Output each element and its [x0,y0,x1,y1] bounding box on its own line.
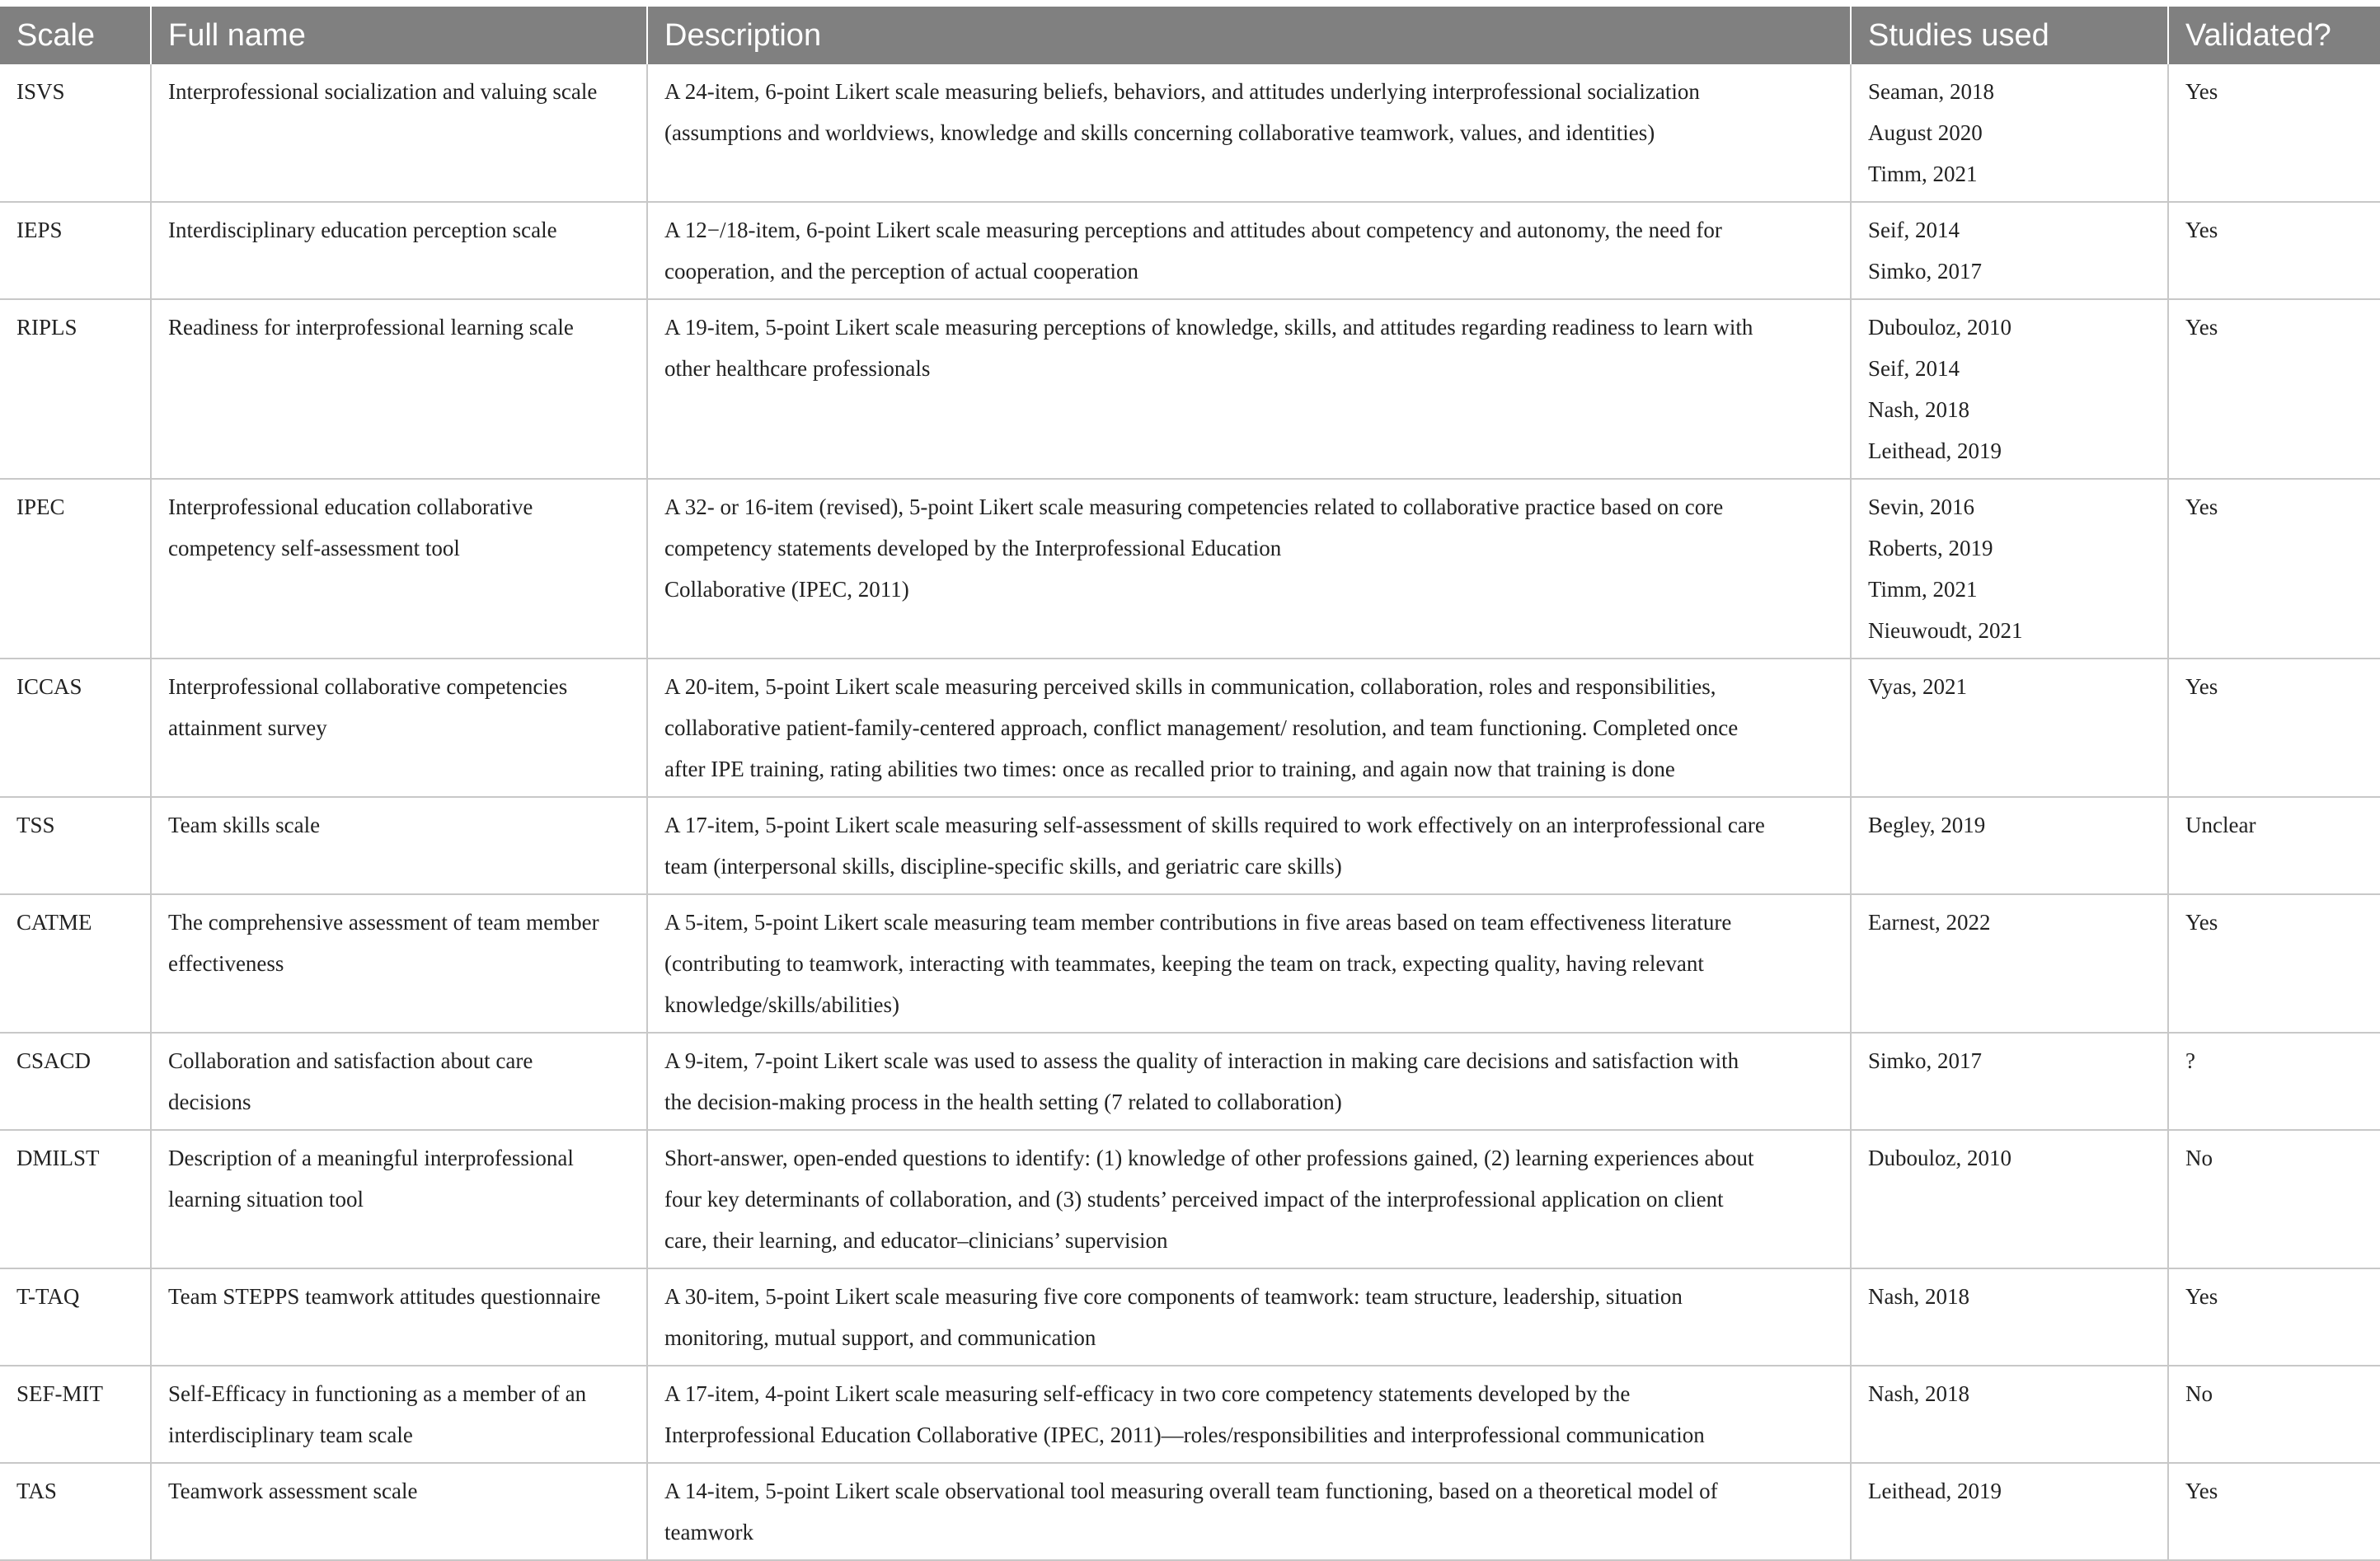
studies-cell [1851,1130,2168,1268]
full-name-cell [151,894,647,1033]
study-citation: Dubouloz, 2010 [1868,1146,2011,1170]
scale-cell [0,479,151,659]
validated-value: Yes [2185,218,2218,242]
description-cell [647,64,1851,202]
full-name-line: effectiveness [168,951,284,976]
description-line: team (interpersonal skills, discipline-specific skills, and geriatric care skills) [664,854,1342,879]
description-cell [647,1366,1851,1463]
description-cell [647,1463,1851,1560]
studies-cell [1851,659,2168,797]
full-name-line: interdisciplinary team scale [168,1423,413,1447]
description-line: teamwork [664,1520,753,1545]
validated-cell [2168,1033,2380,1130]
study-citation: Earnest, 2022 [1868,910,1991,935]
scale-cell [0,1033,151,1130]
full-name-cell [151,64,647,202]
description-line: A 14-item, 5-point Likert scale observational tool measuring overall team functioning, based on a theoretical model of [664,1479,1718,1503]
table-row [0,659,2380,797]
description-line: cooperation, and the perception of actual cooperation [664,259,1139,284]
studies-cell [1851,1366,2168,1463]
table-row [0,894,2380,1033]
table-row [0,1033,2380,1130]
scale-cell [0,894,151,1033]
validated-cell [2168,659,2380,797]
full-name-cell [151,202,647,299]
header-scale: Scale [0,7,151,64]
full-name-cell [151,659,647,797]
validated-cell [2168,1463,2380,1560]
studies-cell [1851,1463,2168,1560]
study-citation: Roberts, 2019 [1868,536,1993,560]
scale-cell [0,1366,151,1463]
header-description: Description [647,7,1851,64]
full-name-line: Collaboration and satisfaction about care [168,1048,533,1073]
table-row [0,1366,2380,1463]
full-name-cell [151,797,647,894]
description-line: A 19-item, 5-point Likert scale measuring perceptions of knowledge, skills, and attitudes regarding readiness to learn with [664,315,1753,340]
description-line: knowledge/skills/abilities) [664,992,899,1017]
validated-cell [2168,797,2380,894]
study-citation: Nash, 2018 [1868,397,1969,422]
study-citation: Leithead, 2019 [1868,438,2002,463]
description-cell [647,894,1851,1033]
validated-value: Unclear [2185,813,2256,837]
validated-value: Yes [2185,495,2218,519]
studies-cell [1851,479,2168,659]
scale-cell [0,797,151,894]
table-body [0,64,2380,1560]
description-line: A 32- or 16-item (revised), 5-point Likert scale measuring competencies related to collaborative practice based on core [664,495,1724,519]
header-studies-used: Studies used [1851,7,2168,64]
description-line: A 17-item, 5-point Likert scale measuring self-assessment of skills required to work effectively on an interprofessional care [664,813,1765,837]
full-name-cell [151,1366,647,1463]
validated-cell [2168,894,2380,1033]
description-line: Short-answer, open-ended questions to identify: (1) knowledge of other professions gained, (2) learning experiences about [664,1146,1754,1170]
validated-value: Yes [2185,1284,2218,1309]
description-cell [647,479,1851,659]
study-citation: Sevin, 2016 [1868,495,1975,519]
validated-cell [2168,299,2380,479]
validated-value: No [2185,1146,2213,1170]
description-line: other healthcare professionals [664,356,931,381]
table-row [0,299,2380,479]
full-name-line: Interprofessional socialization and valuing scale [168,79,598,104]
description-line: care, their learning, and educator–clinicians’ supervision [664,1228,1168,1253]
description-cell [647,659,1851,797]
table-row [0,479,2380,659]
studies-cell [1851,299,2168,479]
full-name-line: Team STEPPS teamwork attitudes questionnaire [168,1284,601,1309]
scale-cell [0,659,151,797]
table-row [0,1268,2380,1366]
full-name-line: attainment survey [168,715,327,740]
validated-value: ? [2185,1048,2195,1073]
description-cell [647,797,1851,894]
validated-value: No [2185,1381,2213,1406]
full-name-line: Teamwork assessment scale [168,1479,418,1503]
scale-abbreviation: IPEC [16,495,65,519]
description-cell [647,299,1851,479]
study-citation: Seif, 2014 [1868,356,1960,381]
validated-value: Yes [2185,674,2218,699]
study-citation: Timm, 2021 [1868,577,1978,602]
studies-cell [1851,1033,2168,1130]
studies-cell [1851,797,2168,894]
studies-cell [1851,894,2168,1033]
validated-cell [2168,479,2380,659]
description-line: Collaborative (IPEC, 2011) [664,577,909,602]
studies-cell [1851,1268,2168,1366]
full-name-cell [151,299,647,479]
validated-value: Yes [2185,315,2218,340]
full-name-line: Interdisciplinary education perception scale [168,218,557,242]
study-citation: Dubouloz, 2010 [1868,315,2011,340]
scale-abbreviation: ISVS [16,79,65,104]
study-citation: Timm, 2021 [1868,162,1978,186]
description-cell [647,202,1851,299]
description-cell [647,1268,1851,1366]
scale-abbreviation: ICCAS [16,674,82,699]
scale-abbreviation: CSACD [16,1048,92,1073]
study-citation: Seaman, 2018 [1868,79,1994,104]
scale-cell [0,299,151,479]
scales-table [0,7,2380,1561]
description-line: (assumptions and worldviews, knowledge and skills concerning collaborative teamwork, values, and identities) [664,120,1655,145]
full-name-line: competency self-assessment tool [168,536,460,560]
study-citation: Simko, 2017 [1868,1048,1983,1073]
description-line: four key determinants of collaboration, and (3) students’ perceived impact of the interprofessional application on client [664,1187,1724,1212]
full-name-line: Description of a meaningful interprofessional [168,1146,574,1170]
table-row [0,1130,2380,1268]
scale-abbreviation: SEF-MIT [16,1381,104,1406]
table-row [0,797,2380,894]
scale-abbreviation: IEPS [16,218,63,242]
description-line: monitoring, mutual support, and communication [664,1325,1096,1350]
description-line: competency statements developed by the Interprofessional Education [664,536,1282,560]
validated-cell [2168,64,2380,202]
table-header [0,7,2380,64]
study-citation: Nieuwoudt, 2021 [1868,618,2023,643]
table-row [0,1463,2380,1560]
description-line: the decision-making process in the health setting (7 related to collaboration) [664,1090,1342,1114]
full-name-line: Interprofessional education collaborative [168,495,533,519]
study-citation: Nash, 2018 [1868,1284,1969,1309]
description-line: A 17-item, 4-point Likert scale measuring self-efficacy in two core competency statements developed by the [664,1381,1631,1406]
table-row [0,202,2380,299]
scale-abbreviation: T-TAQ [16,1284,80,1309]
description-line: A 30-item, 5-point Likert scale measuring five core components of teamwork: team structure, leadership, situation [664,1284,1683,1309]
full-name-line: Self-Efficacy in functioning as a member of an [168,1381,587,1406]
study-citation: Seif, 2014 [1868,218,1960,242]
description-line: collaborative patient-family-centered approach, conflict management/ resolution, and team functioning. Completed once [664,715,1739,740]
description-line: (contributing to teamwork, interacting with teammates, keeping the team on track, expecting quality, having relevant [664,951,1704,976]
scale-abbreviation: DMILST [16,1146,100,1170]
validated-value: Yes [2185,79,2218,104]
full-name-line: Readiness for interprofessional learning scale [168,315,574,340]
studies-cell [1851,64,2168,202]
full-name-cell [151,1033,647,1130]
header-validated: Validated? [2168,7,2380,64]
table-row [0,64,2380,202]
scale-abbreviation: CATME [16,910,92,935]
scale-abbreviation: TAS [16,1479,57,1503]
scale-abbreviation: TSS [16,813,55,837]
header-row [0,7,2380,64]
scale-cell [0,1463,151,1560]
validated-cell [2168,1130,2380,1268]
validated-value: Yes [2185,910,2218,935]
full-name-line: Team skills scale [168,813,321,837]
validated-cell [2168,202,2380,299]
description-line: A 5-item, 5-point Likert scale measuring team member contributions in five areas based on team effectiveness literature [664,910,1732,935]
studies-cell [1851,202,2168,299]
description-line: Interprofessional Education Collaborative (IPEC, 2011)—roles/responsibilities and interprofessional communication [664,1423,1705,1447]
description-line: after IPE training, rating abilities two times: once as recalled prior to training, and again now that training is done [664,757,1675,781]
study-citation: Nash, 2018 [1868,1381,1969,1406]
full-name-line: learning situation tool [168,1187,364,1212]
study-citation: Vyas, 2021 [1868,674,1967,699]
scale-cell [0,1268,151,1366]
validated-cell [2168,1268,2380,1366]
description-cell [647,1033,1851,1130]
full-name-line: Interprofessional collaborative competencies [168,674,568,699]
validated-cell [2168,1366,2380,1463]
header-full-name: Full name [151,7,647,64]
scale-cell [0,1130,151,1268]
scale-cell [0,64,151,202]
study-citation: Begley, 2019 [1868,813,1986,837]
description-line: A 9-item, 7-point Likert scale was used to assess the quality of interaction in making care decisions and satisfaction with [664,1048,1739,1073]
validated-value: Yes [2185,1479,2218,1503]
description-line: A 20-item, 5-point Likert scale measuring perceived skills in communication, collaboration, roles and responsibilities, [664,674,1716,699]
study-citation: Leithead, 2019 [1868,1479,2002,1503]
scale-abbreviation: RIPLS [16,315,77,340]
description-line: A 24-item, 6-point Likert scale measuring beliefs, behaviors, and attitudes underlying interprofessional socialization [664,79,1700,104]
study-citation: Simko, 2017 [1868,259,1983,284]
full-name-cell [151,1463,647,1560]
full-name-line: The comprehensive assessment of team member [168,910,599,935]
description-line: A 12−/18-item, 6-point Likert scale measuring perceptions and attitudes about competency and autonomy, the need for [664,218,1722,242]
full-name-cell [151,479,647,659]
full-name-cell [151,1268,647,1366]
scale-cell [0,202,151,299]
full-name-cell [151,1130,647,1268]
full-name-line: decisions [168,1090,251,1114]
study-citation: August 2020 [1868,120,1983,145]
description-cell [647,1130,1851,1268]
